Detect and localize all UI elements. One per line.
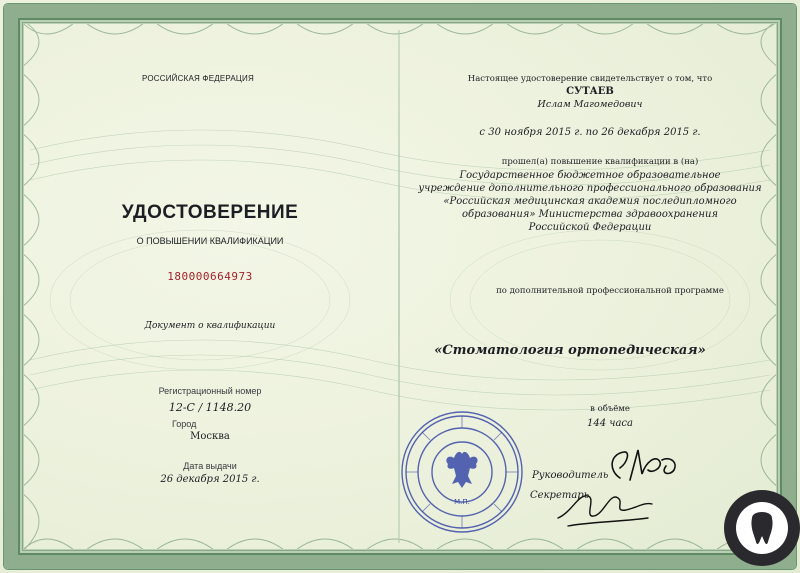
holder-name: Ислам Магомедович xyxy=(537,99,643,110)
head-label: Руководитель xyxy=(532,470,609,481)
training-period: с 30 ноября 2015 г. по 26 декабря 2015 г. xyxy=(479,127,701,138)
volume-label: в объёме xyxy=(590,404,630,414)
official-seal-stamp xyxy=(398,408,526,536)
city-value: Москва xyxy=(190,431,230,442)
stamp-center-label: М.П. xyxy=(454,498,470,506)
passed-text: прошел(а) повышение квалификации в (на) xyxy=(501,157,699,167)
clinic-logo-badge xyxy=(716,478,800,573)
registration-label: Регистрационный номер xyxy=(158,386,262,396)
serial-number: 180000664973 xyxy=(167,270,253,283)
registration-number: 12-С / 1148.20 xyxy=(168,401,252,414)
organization-line-1: Государственное бюджетное образовательное xyxy=(459,170,721,181)
secretary-signature xyxy=(548,482,658,532)
organization-line-2: учреждение дополнительного профессионального образования xyxy=(418,183,762,194)
holder-surname: СУТАЕВ xyxy=(566,86,614,97)
issue-date: 26 декабря 2015 г. xyxy=(160,474,260,485)
certificate-subtitle: О ПОВЫШЕНИИ КВАЛИФИКАЦИИ xyxy=(136,236,284,246)
secretary-label: Секретарь xyxy=(530,490,590,501)
intro-text: Настоящее удостоверение свидетельствует о том, что xyxy=(467,74,713,84)
organization-line-3: «Российская медицинская академия последипломного xyxy=(443,196,737,207)
country-label: РОССИЙСКАЯ ФЕДЕРАЦИЯ xyxy=(142,74,254,83)
program-label: по дополнительной профессиональной программе xyxy=(496,286,724,296)
issue-date-label: Дата выдачи xyxy=(183,461,237,471)
organization-line-4: образования» Министерства здравоохранения xyxy=(461,209,718,220)
certificate-title: УДОСТОВЕРЕНИЕ xyxy=(121,202,299,223)
city-label: Город xyxy=(172,419,197,429)
program-name: «Стоматология ортопедическая» xyxy=(434,343,706,358)
volume-value: 144 часа xyxy=(586,418,633,429)
document-type: Документ о квалификации xyxy=(144,321,276,331)
organization-line-5: Российской Федерации xyxy=(528,222,652,233)
